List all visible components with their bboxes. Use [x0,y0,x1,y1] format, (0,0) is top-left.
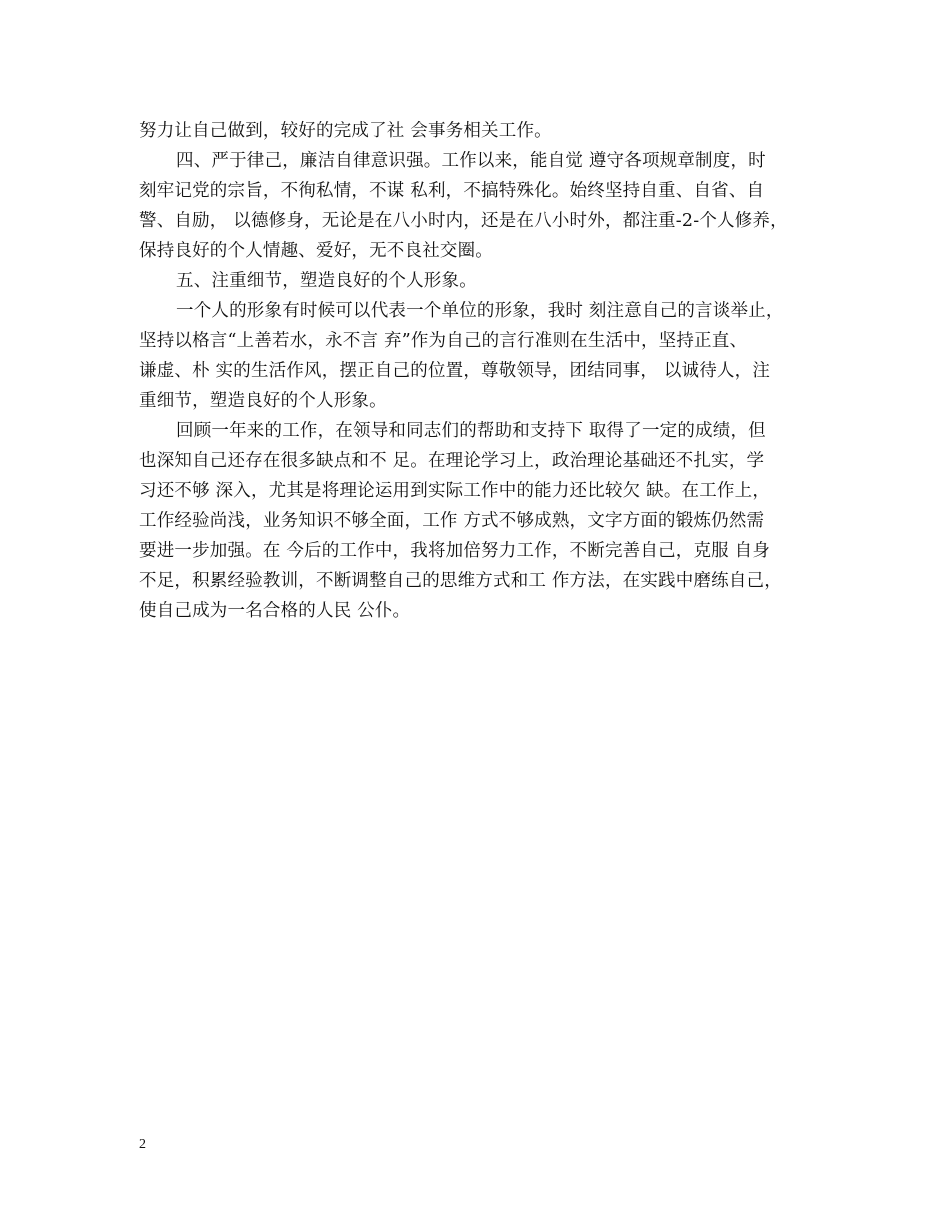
text-line: 重细节，塑造良好的个人形象。 [139,391,387,411]
page-number: 2 [139,1137,146,1152]
text-line: 使自己成为一名合格的人民 公仆。 [139,601,411,621]
text-line: 刻牢记党的宗旨，不徇私情，不谋 私利，不搞特殊化。始终坚持自重、自省、自 [139,181,765,201]
text-line: 警、自励， 以德修身，无论是在八小时内，还是在八小时外，都注重-2-个人修养， [139,211,788,231]
text-line: 要进一步加强。在 今后的工作中，我将加倍努力工作，不断完善自己，克服 自身 [139,541,771,561]
section-heading: 五、注重细节，塑造良好的个人形象。 [176,271,477,291]
text-line: 一个人的形象有时候可以代表一个单位的形象，我时 刻注意自己的言谈举止， [176,301,784,321]
text-line: 工作经验尚浅，业务知识不够全面，工作 方式不够成熟，文字方面的锻炼仍然需 [139,511,765,531]
text-line: 努力让自己做到，较好的完成了社 会事务相关工作。 [139,121,552,141]
text-line: 习还不够 深入，尤其是将理论运用到实际工作中的能力还比较欠 缺。在工作上， [139,481,771,501]
body-text [139,116,839,626]
text-line: 不足，积累经验教训，不断调整自己的思维方式和工 作方法，在实践中磨练自己， [139,571,782,591]
text-line: 四、严于律己，廉洁自律意识强。工作以来，能自觉 遵守各项规章制度，时 [176,151,766,171]
text-line: 谦虚、朴 实的生活作风，摆正自己的位置，尊敬领导，团结同事， 以诚待人，注 [139,361,771,381]
text-line: 也深知自己还存在很多缺点和不 足。在理论学习上，政治理论基础还不扎实，学 [139,451,765,471]
text-line: 保持良好的个人情趣、爱好，无不良社交圈。 [139,241,493,261]
text-line: 回顾一年来的工作，在领导和同志们的帮助和支持下 取得了一定的成绩，但 [176,421,766,441]
text-line: 坚持以格言“上善若水，永不言 弃”作为自己的言行准则在生活中，坚持正直、 [139,331,748,351]
